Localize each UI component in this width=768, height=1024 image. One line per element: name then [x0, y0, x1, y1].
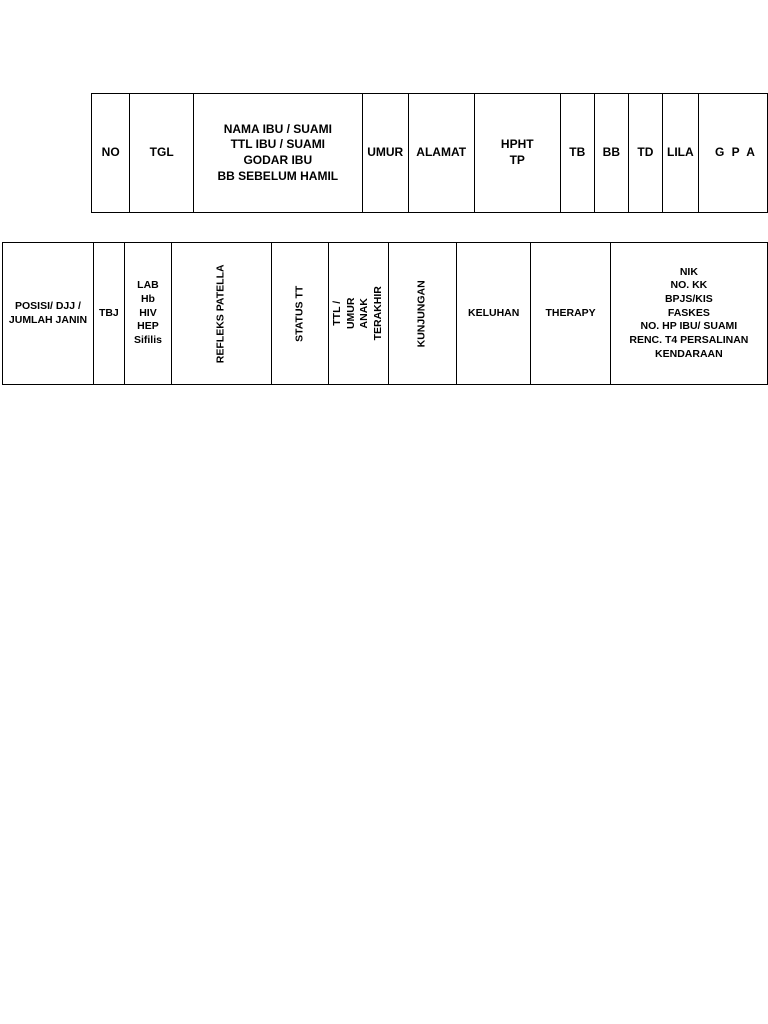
col-nama: NAMA IBU / SUAMI TTL IBU / SUAMI GODAR IBU BB SEBELUM HAMIL [194, 94, 363, 213]
col-td: TD [629, 94, 663, 213]
refleks-patella-label: REFLEKS PATELLA [214, 264, 227, 363]
col-umur: UMUR [362, 94, 408, 213]
col-lab: LAB Hb HIV HEP Sifilis [124, 243, 171, 385]
col-posisi: POSISI/ DJJ / JUMLAH JANIN [3, 243, 94, 385]
col-ttl-anak [329, 243, 389, 385]
col-lila: LILA [662, 94, 698, 213]
col-tgl: TGL [130, 94, 194, 213]
status-tt-label: STATUS TT [293, 285, 306, 342]
col-refleks-patella [172, 243, 272, 385]
col-no: NO [92, 94, 130, 213]
col-alamat: ALAMAT [408, 94, 474, 213]
col-tbj: TBJ [93, 243, 124, 385]
ttl-anak-label: TTL / UMUR ANAK TERAKHIR [331, 286, 385, 341]
kunjungan-label: KUNJUNGAN [415, 279, 428, 348]
col-keluhan: KELUHAN [456, 243, 530, 385]
col-status-tt [271, 243, 328, 385]
header-table-bottom [2, 242, 768, 385]
col-therapy: THERAPY [531, 243, 610, 385]
col-tb: TB [560, 94, 594, 213]
col-identitas: NIK NO. KK BPJS/KIS FASKES NO. HP IBU/ SUAMI RENC. T4 PERSALINAN KENDARAAN [610, 243, 767, 385]
header-table-top [91, 93, 768, 213]
col-gpa: G P A [698, 94, 767, 213]
col-hpht: HPHT TP [474, 94, 560, 213]
col-kunjungan [388, 243, 456, 385]
col-bb: BB [594, 94, 629, 213]
